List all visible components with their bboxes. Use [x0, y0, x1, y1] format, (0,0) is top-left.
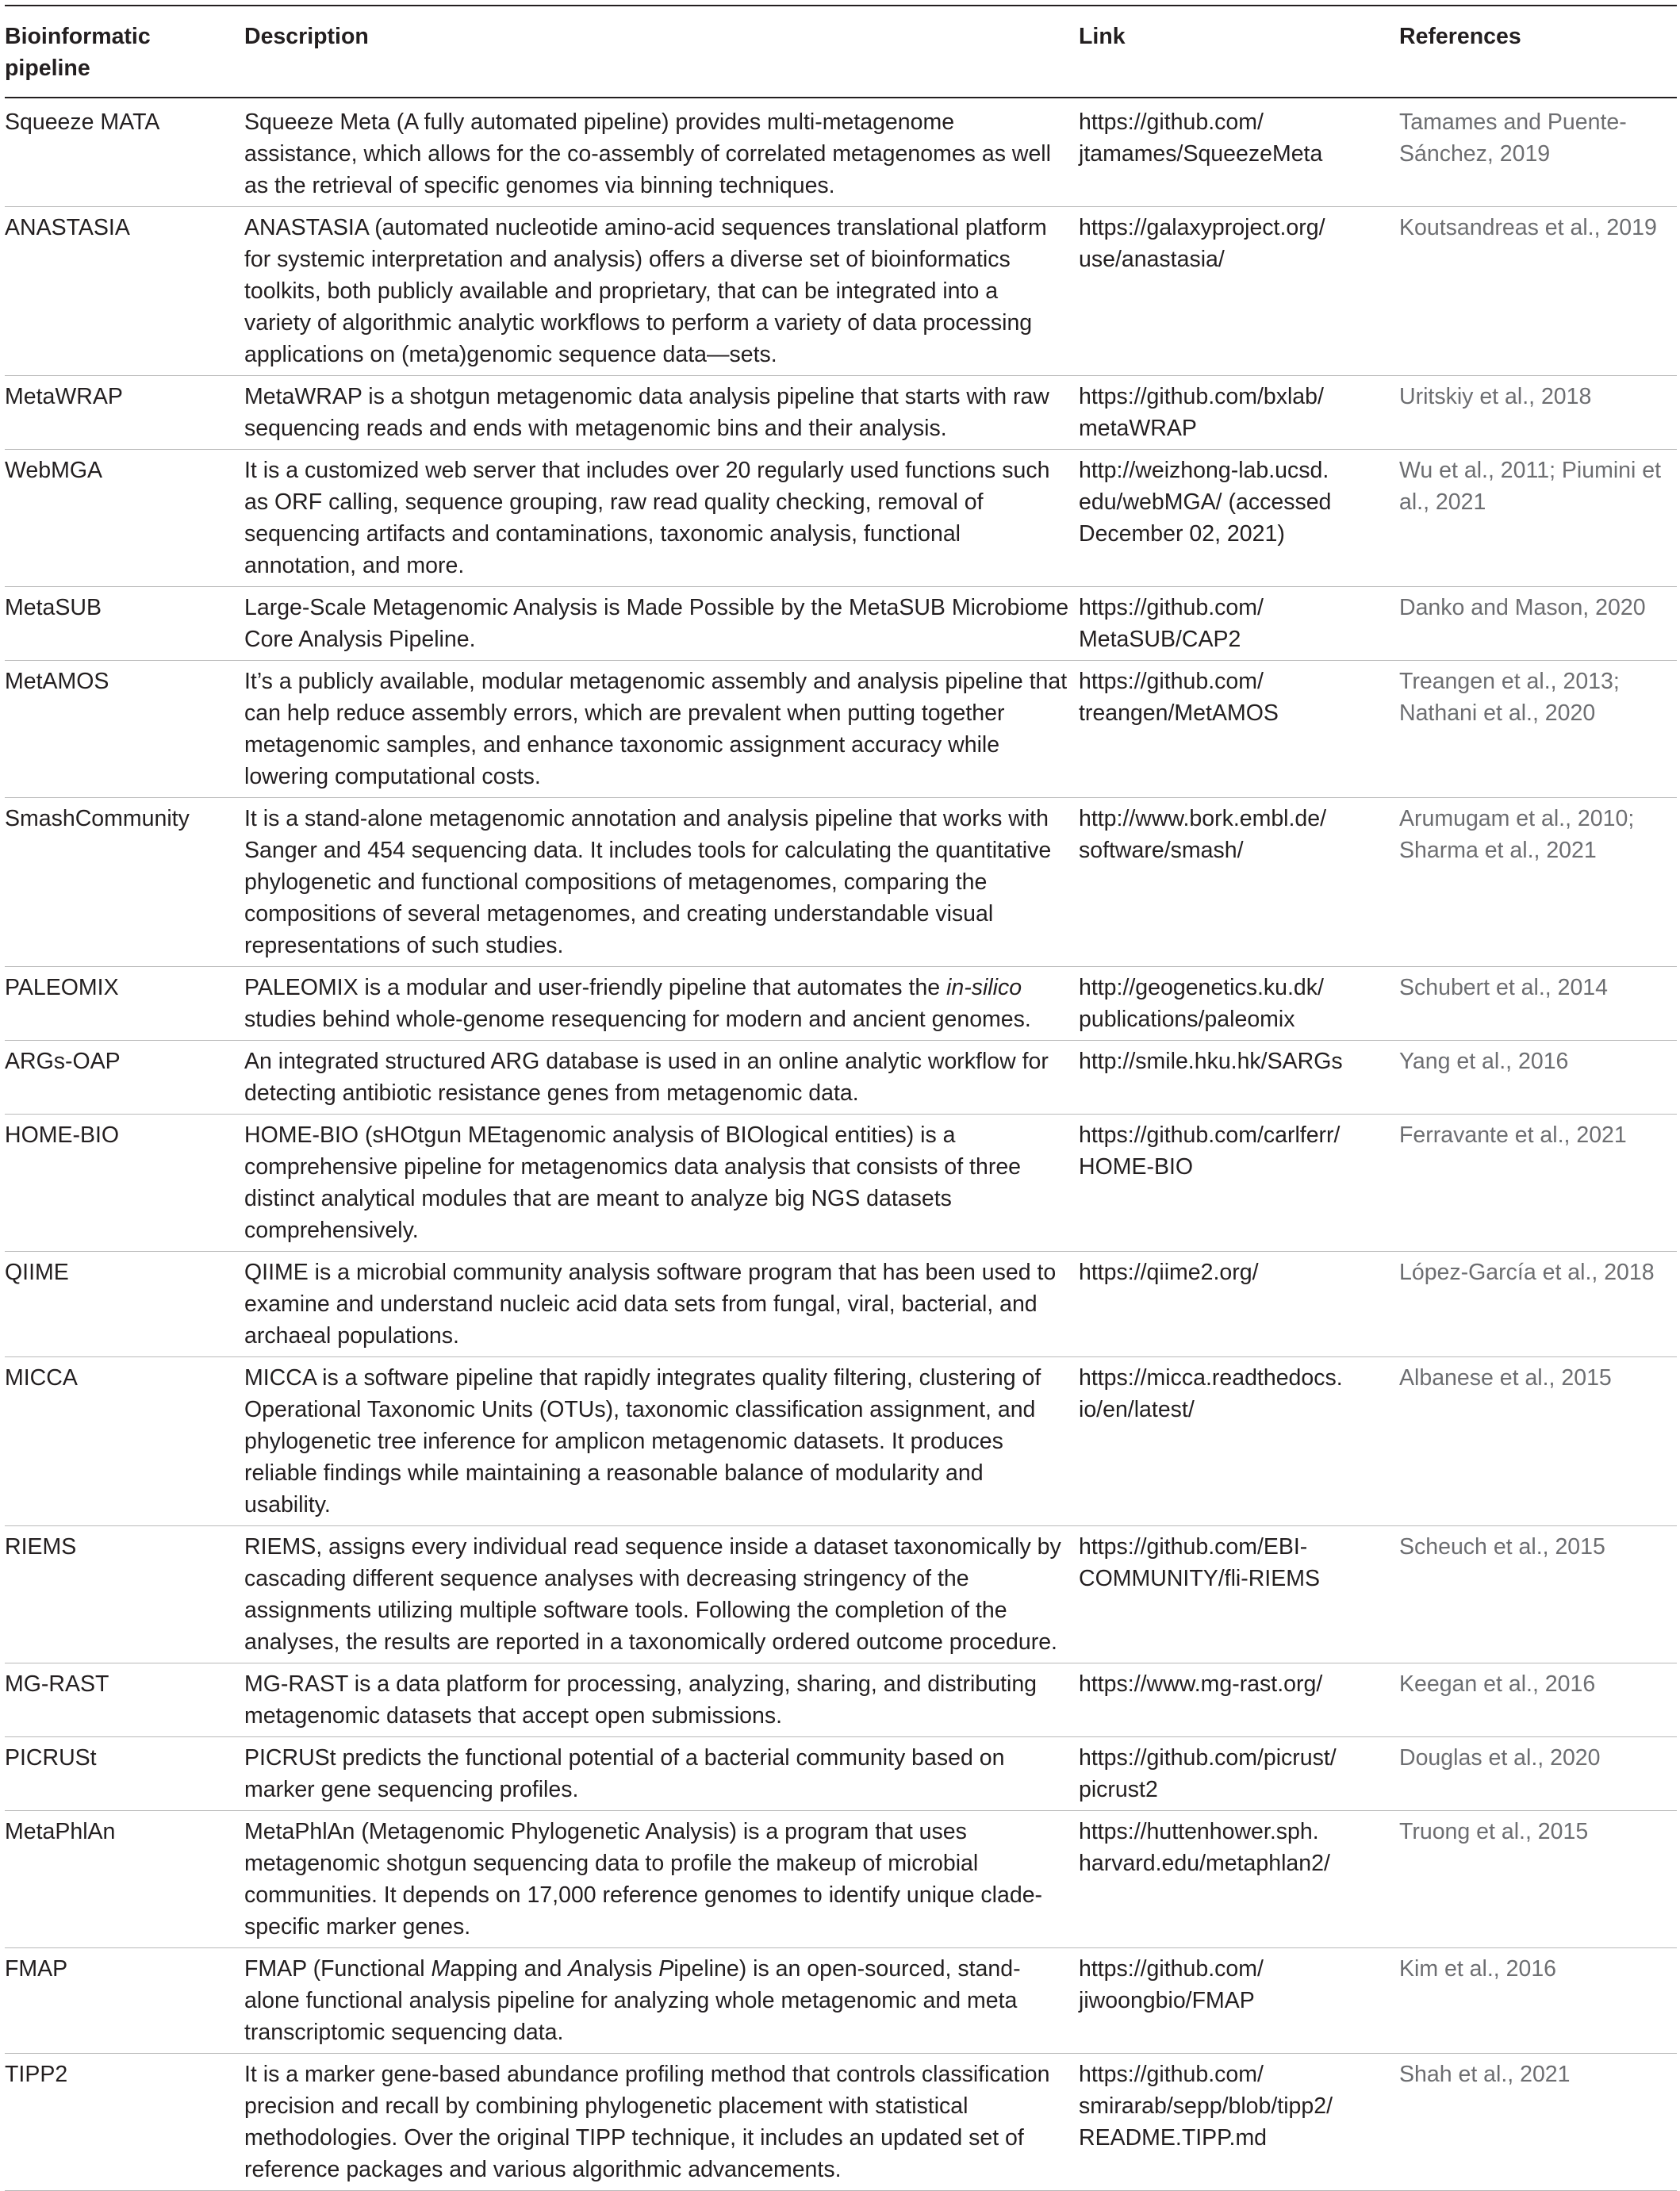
description-italic-text: P	[658, 1956, 674, 1982]
pipeline-reference[interactable]: Albanese et al., 2015	[1399, 1365, 1612, 1391]
table-row	[5, 1357, 1677, 1526]
pipeline-name: Squeeze MATA	[5, 109, 160, 135]
description-text: studies behind whole-genome resequencing for modern and ancient genomes.	[244, 1007, 1031, 1032]
pipeline-link[interactable]: https://github.com/ treangen/MetAMOS	[1079, 669, 1279, 726]
pipeline-description: An integrated structured ARG database is used in an online analytic workflow for detecting antibiotic resistance genes from metagenomic data.	[244, 1049, 1049, 1106]
pipeline-link[interactable]: https://github.com/carlferr/ HOME-BIO	[1079, 1122, 1341, 1180]
pipeline-description: ANASTASIA (automated nucleotide amino-acid sequences translational platform for systemic interpretation and analysis) offers a diverse set of bioinformatics toolkits, both publicly available and proprietary, that can be integrated into a variety of algorithmic analytic workflows to perform a variety of data processing applications on (meta)genomic sequence data—sets.	[244, 215, 1047, 367]
pipeline-name: SmashCommunity	[5, 806, 190, 831]
pipeline-description: PICRUSt predicts the functional potential of a bacterial community based on marker gene sequencing profiles.	[244, 1745, 1005, 1802]
description-text: FMAP (	[244, 1956, 321, 1982]
description-text: nalysis	[583, 1956, 659, 1982]
pipeline-name: MetaPhlAn	[5, 1819, 116, 1844]
description-text: ipeline) is an open-sourced, stand-alone functional analysis pipeline for analyzing whole metagenomic and meta transcriptomic sequencing data.	[244, 1956, 1021, 2045]
table-row	[5, 450, 1677, 587]
pipeline-name: MG-RAST	[5, 1671, 109, 1697]
pipeline-reference[interactable]: Tamames and Puente-Sánchez, 2019	[1399, 109, 1627, 167]
pipeline-description: MICCA is a software pipeline that rapidly integrates quality filtering, clustering of Operational Taxonomic Units (OTUs), taxonomic classification assignment, and phylogenetic tree inference for amplicon metagenomic datasets. It produces reliable findings while maintaining a reasonable balance of modularity and usability.	[244, 1365, 1041, 1518]
pipeline-link[interactable]: https://github.com/ jiwoongbio/FMAP	[1079, 1956, 1264, 2013]
pipeline-reference[interactable]: Yang et al., 2016	[1399, 1049, 1569, 1074]
table-row	[5, 207, 1677, 376]
table-row	[5, 376, 1677, 450]
header-description: Description	[244, 24, 369, 49]
pipeline-link[interactable]: https://galaxyproject.org/ use/anastasia/	[1079, 215, 1325, 272]
pipeline-link[interactable]: https://huttenhower.sph. harvard.edu/metaphlan2/	[1079, 1819, 1330, 1876]
table-row	[5, 1252, 1677, 1357]
pipeline-link[interactable]: http://geogenetics.ku.dk/ publications/paleomix	[1079, 975, 1324, 1032]
table-row	[5, 1041, 1677, 1115]
table-row	[5, 1737, 1677, 1811]
pipeline-description: It is a stand-alone metagenomic annotation and analysis pipeline that works with Sanger and 454 sequencing data. It includes tools for calculating the quantitative phylogenetic and functional compositions of metagenomes, comparing the compositions of several metagenomes, and creating understandable visual representations of such studies.	[244, 806, 1052, 958]
pipeline-name: HOME-BIO	[5, 1122, 120, 1148]
table-row	[5, 587, 1677, 661]
pipeline-link[interactable]: https://github.com/bxlab/ metaWRAP	[1079, 384, 1324, 441]
table-row	[5, 1526, 1677, 1663]
pipeline-reference[interactable]: Kim et al., 2016	[1399, 1956, 1557, 1982]
pipeline-name: RIEMS	[5, 1534, 77, 1560]
description-italic-text: M	[431, 1956, 451, 1982]
pipeline-reference[interactable]: López-García et al., 2018	[1399, 1260, 1655, 1285]
pipeline-name: MetAMOS	[5, 669, 109, 694]
description-text: apping and	[450, 1956, 569, 1982]
description-italic-text: A	[568, 1956, 584, 1982]
pipeline-description: It is a customized web server that includes over 20 regularly used functions such as ORF calling, sequence grouping, raw read quality checking, removal of sequencing artifacts and contaminations, taxonomic analysis, functional annotation, and more.	[244, 458, 1050, 578]
pipeline-link[interactable]: http://smile.hku.hk/SARGs	[1079, 1049, 1343, 1074]
pipeline-reference[interactable]: Koutsandreas et al., 2019	[1399, 215, 1657, 240]
pipeline-reference[interactable]: Truong et al., 2015	[1399, 1819, 1589, 1844]
pipeline-link[interactable]: http://www.bork.embl.de/ software/smash/	[1079, 806, 1327, 863]
table-row	[5, 98, 1677, 207]
pipeline-reference[interactable]: Treangen et al., 2013; Nathani et al., 2020	[1399, 669, 1620, 726]
pipeline-name: FMAP	[5, 1956, 68, 1982]
description-text: unctional	[334, 1956, 432, 1982]
table-header	[5, 6, 1677, 98]
pipeline-description: HOME-BIO (sHOtgun MEtagenomic analysis of BIOlogical entities) is a comprehensive pipeline for metagenomics data analysis that consists of three distinct analytical modules that are meant to analyze big NGS datasets comprehensively.	[244, 1122, 1022, 1243]
table-row	[5, 1663, 1677, 1737]
pipeline-name: QIIME	[5, 1260, 69, 1285]
pipeline-name: PICRUSt	[5, 1745, 97, 1771]
pipeline-link[interactable]: https://github.com/ jtamames/SqueezeMeta	[1079, 109, 1323, 167]
pipeline-description: MG-RAST is a data platform for processing, analyzing, sharing, and distributing metagenomic datasets that accept open submissions.	[244, 1671, 1038, 1729]
description-text: PALEOMIX is a modular and user-friendly pipeline that automates the	[244, 975, 947, 1000]
pipeline-name: ANASTASIA	[5, 215, 130, 240]
description-text: F	[320, 1956, 335, 1982]
pipeline-name: PALEOMIX	[5, 975, 119, 1000]
pipeline-description: RIEMS, assigns every individual read sequence inside a dataset taxonomically by cascading different sequence analyses with decreasing stringency of the assignments utilizing multiple software tools. Following the completion of the analyses, the results are reported in a taxonomically ordered outcome procedure.	[244, 1534, 1061, 1655]
table-row	[5, 1115, 1677, 1252]
pipeline-description	[244, 1948, 1079, 2054]
header-references: References	[1399, 24, 1521, 49]
pipeline-link[interactable]: https://micca.readthedocs. io/en/latest/	[1079, 1365, 1343, 1422]
pipeline-reference[interactable]: Wu et al., 2011; Piumini et al., 2021	[1399, 458, 1662, 515]
pipeline-description: It’s a publicly available, modular metagenomic assembly and analysis pipeline that can help reduce assembly errors, which are prevalent when putting together metagenomic samples, and enhance taxonomic assignment accuracy while lowering computational costs.	[244, 669, 1068, 789]
pipeline-link[interactable]: https://qiime2.org/	[1079, 1260, 1259, 1285]
pipeline-name: MetaWRAP	[5, 384, 123, 409]
pipeline-reference[interactable]: Uritskiy et al., 2018	[1399, 384, 1592, 409]
table-body	[5, 98, 1677, 2191]
pipeline-link[interactable]: http://weizhong-lab.ucsd. edu/webMGA/ (accessed December 02, 2021)	[1079, 458, 1332, 547]
table-row	[5, 661, 1677, 798]
table-row	[5, 2054, 1677, 2191]
pipeline-reference[interactable]: Douglas et al., 2020	[1399, 1745, 1601, 1771]
pipeline-reference[interactable]: Schubert et al., 2014	[1399, 975, 1609, 1000]
pipeline-reference[interactable]: Keegan et al., 2016	[1399, 1671, 1596, 1697]
header-pipeline: Bioinformatic pipeline	[5, 24, 151, 81]
pipeline-description: MetaPhlAn (Metagenomic Phylogenetic Analysis) is a program that uses metagenomic shotgun sequencing data to profile the makeup of microbial communities. It depends on 17,000 reference genomes to identify unique clade-specific marker genes.	[244, 1819, 1043, 1940]
table-row	[5, 1948, 1677, 2054]
description-italic-text: in-silico	[946, 975, 1022, 1000]
pipeline-reference[interactable]: Ferravante et al., 2021	[1399, 1122, 1627, 1148]
header-row	[5, 6, 1677, 98]
pipeline-link[interactable]: https://github.com/ MetaSUB/CAP2	[1079, 595, 1264, 652]
pipeline-description: Large-Scale Metagenomic Analysis is Made Possible by the MetaSUB Microbiome Core Analysis Pipeline.	[244, 595, 1069, 652]
pipeline-reference[interactable]: Arumugam et al., 2010; Sharma et al., 2021	[1399, 806, 1635, 863]
pipeline-name: MetaSUB	[5, 595, 102, 620]
pipeline-name: TIPP2	[5, 2062, 68, 2087]
table-row	[5, 967, 1677, 1041]
pipeline-description: QIIME is a microbial community analysis software program that has been used to examine and understand nucleic acid data sets from fungal, viral, bacterial, and archaeal populations.	[244, 1260, 1057, 1349]
table-row	[5, 1811, 1677, 1948]
pipeline-name: ARGs-OAP	[5, 1049, 121, 1074]
pipeline-link[interactable]: https://github.com/ smirarab/sepp/blob/tipp2/ README.TIPP.md	[1079, 2062, 1333, 2151]
pipeline-link[interactable]: https://github.com/EBI-COMMUNITY/fli-RIEMS	[1079, 1534, 1320, 1591]
header-link: Link	[1079, 24, 1126, 49]
pipeline-name: WebMGA	[5, 458, 103, 483]
pipeline-name: MICCA	[5, 1365, 78, 1391]
pipeline-reference[interactable]: Shah et al., 2021	[1399, 2062, 1571, 2087]
pipeline-link[interactable]: https://github.com/picrust/ picrust2	[1079, 1745, 1337, 1802]
pipeline-description	[244, 967, 1079, 1041]
table-row	[5, 798, 1677, 967]
pipeline-description: Squeeze Meta (A fully automated pipeline) provides multi-metagenome assistance, which allows for the co-assembly of correlated metagenomes as well as the retrieval of specific genomes via binning techniques.	[244, 109, 1051, 198]
pipeline-reference[interactable]: Danko and Mason, 2020	[1399, 595, 1646, 620]
pipeline-reference[interactable]: Scheuch et al., 2015	[1399, 1534, 1605, 1560]
pipeline-description: It is a marker gene-based abundance profiling method that controls classification precision and recall by combining phylogenetic placement with statistical methodologies. Over the original TIPP technique, it includes an updated set of reference packages and various algorithmic advancements.	[244, 2062, 1050, 2182]
pipeline-description: MetaWRAP is a shotgun metagenomic data analysis pipeline that starts with raw sequencing reads and ends with metagenomic bins and their analysis.	[244, 384, 1049, 441]
pipeline-link[interactable]: https://www.mg-rast.org/	[1079, 1671, 1323, 1697]
pipeline-table	[5, 5, 1677, 2191]
